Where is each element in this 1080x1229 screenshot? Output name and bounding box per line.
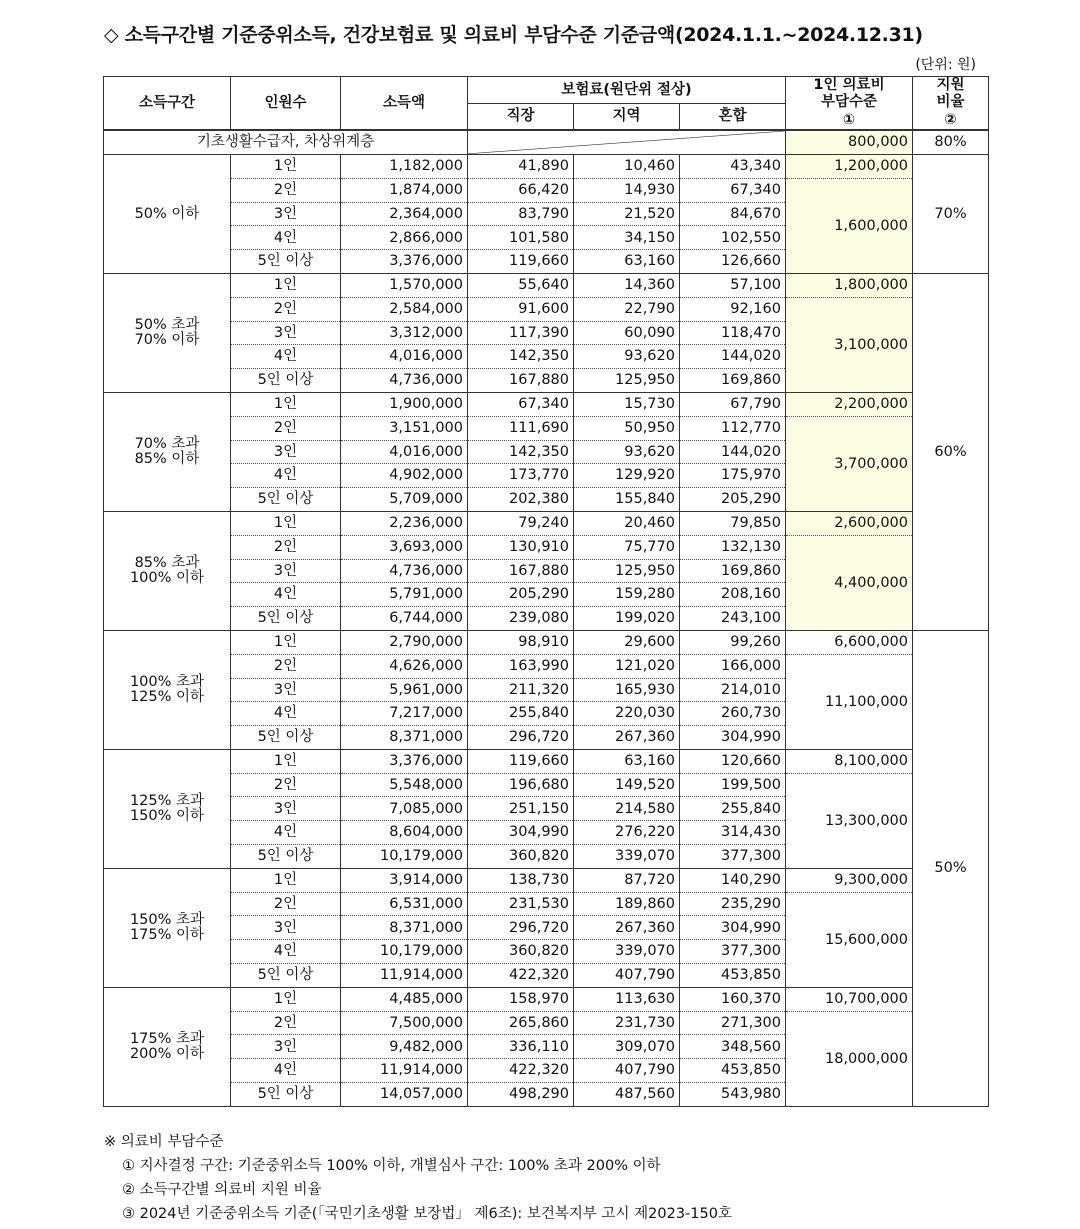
premium-mixed: 304,990	[680, 916, 786, 940]
premium-regional: 93,620	[574, 345, 680, 369]
premium-mixed: 169,860	[680, 369, 786, 393]
premium-workplace: 67,340	[468, 392, 574, 416]
premium-mixed: 199,500	[680, 773, 786, 797]
income-range-line: 70% 초과	[134, 436, 200, 453]
premium-mixed: 208,160	[680, 583, 786, 607]
premium-regional: 487,560	[574, 1083, 680, 1107]
table-row	[104, 297, 989, 321]
premium-regional: 231,730	[574, 1011, 680, 1035]
income-amount: 1,570,000	[341, 273, 468, 297]
premium-workplace: 119,660	[468, 250, 574, 274]
premium-regional: 309,070	[574, 1035, 680, 1059]
income-range-line: 50% 초과	[134, 317, 200, 334]
income-range-line: 125% 이하	[129, 688, 205, 705]
income-amount: 3,376,000	[341, 250, 468, 274]
premium-regional: 60,090	[574, 321, 680, 345]
income-amount: 1,874,000	[341, 178, 468, 202]
premium-workplace: 158,970	[468, 987, 574, 1011]
income-amount: 2,364,000	[341, 202, 468, 226]
basic-livelihood-row	[104, 130, 989, 154]
income-amount: 4,902,000	[341, 464, 468, 488]
household-count: 5인 이상	[231, 369, 341, 393]
income-amount: 6,531,000	[341, 892, 468, 916]
table-row	[104, 1011, 989, 1035]
premium-regional: 14,930	[574, 178, 680, 202]
premium-regional: 21,520	[574, 202, 680, 226]
table-row	[104, 535, 989, 559]
header-burden	[786, 77, 913, 131]
burden-multi: 15,600,000	[786, 892, 913, 987]
burden-single: 1,200,000	[786, 154, 913, 178]
header-mixed: 혼합	[680, 103, 786, 130]
premium-regional: 189,860	[574, 892, 680, 916]
premium-regional: 22,790	[574, 297, 680, 321]
income-amount: 9,482,000	[341, 1035, 468, 1059]
support-rate: 60%	[913, 273, 989, 630]
premium-workplace: 211,320	[468, 678, 574, 702]
household-count: 5인 이상	[231, 726, 341, 750]
household-count: 4인	[231, 226, 341, 250]
income-range-label	[104, 868, 231, 987]
household-count: 2인	[231, 297, 341, 321]
premium-regional: 159,280	[574, 583, 680, 607]
premium-workplace: 360,820	[468, 940, 574, 964]
burden-single: 6,600,000	[786, 630, 913, 654]
income-range-line: 125% 초과	[129, 793, 205, 810]
premium-mixed: 166,000	[680, 654, 786, 678]
table-row	[104, 511, 989, 535]
table-row	[104, 773, 989, 797]
premium-workplace: 205,290	[468, 583, 574, 607]
header-income: 소득액	[341, 77, 468, 131]
premium-mixed: 205,290	[680, 488, 786, 512]
income-amount: 8,371,000	[341, 916, 468, 940]
table-row	[104, 178, 989, 202]
premium-regional: 149,520	[574, 773, 680, 797]
income-range-label	[104, 392, 231, 511]
income-table	[103, 76, 989, 1107]
burden-multi: 18,000,000	[786, 1011, 913, 1106]
income-range-label	[104, 749, 231, 868]
burden-single: 1,800,000	[786, 273, 913, 297]
table-row	[104, 154, 989, 178]
notes	[104, 1130, 732, 1226]
premium-mixed: 102,550	[680, 226, 786, 250]
burden-single: 2,200,000	[786, 392, 913, 416]
note-2: ② 소득구간별 의료비 지원 비율	[122, 1182, 322, 1198]
premium-workplace: 167,880	[468, 559, 574, 583]
premium-regional: 29,600	[574, 630, 680, 654]
header-rate-mark: ②	[944, 111, 957, 128]
premium-workplace: 119,660	[468, 749, 574, 773]
premium-workplace: 296,720	[468, 726, 574, 750]
header-rate	[913, 77, 989, 131]
premium-mixed: 314,430	[680, 821, 786, 845]
premium-workplace: 142,350	[468, 440, 574, 464]
income-range-label	[104, 511, 231, 630]
premium-mixed: 453,850	[680, 964, 786, 988]
premium-mixed: 260,730	[680, 702, 786, 726]
household-count: 4인	[231, 821, 341, 845]
premium-workplace: 255,840	[468, 702, 574, 726]
premium-mixed: 348,560	[680, 1035, 786, 1059]
household-count: 3인	[231, 559, 341, 583]
premium-workplace: 79,240	[468, 511, 574, 535]
header-income-range: 소득구간	[104, 77, 231, 131]
premium-workplace: 117,390	[468, 321, 574, 345]
income-range-label	[104, 987, 231, 1106]
income-amount: 3,151,000	[341, 416, 468, 440]
premium-regional: 407,790	[574, 964, 680, 988]
income-range-line: 150% 초과	[129, 912, 205, 929]
support-rate: 50%	[913, 630, 989, 1106]
premium-mixed: 377,300	[680, 940, 786, 964]
premium-mixed: 235,290	[680, 892, 786, 916]
income-amount: 6,744,000	[341, 607, 468, 631]
basic-rate: 80%	[913, 130, 989, 154]
table-row	[104, 416, 989, 440]
premium-regional: 199,020	[574, 607, 680, 631]
premium-workplace: 66,420	[468, 178, 574, 202]
premium-workplace: 55,640	[468, 273, 574, 297]
premium-workplace: 111,690	[468, 416, 574, 440]
premium-workplace: 239,080	[468, 607, 574, 631]
household-count: 4인	[231, 345, 341, 369]
premium-workplace: 265,860	[468, 1011, 574, 1035]
income-amount: 2,584,000	[341, 297, 468, 321]
burden-single: 8,100,000	[786, 749, 913, 773]
header-rate-line2: 비율	[936, 94, 965, 111]
table-row	[104, 987, 989, 1011]
premium-regional: 93,620	[574, 440, 680, 464]
premium-regional: 267,360	[574, 726, 680, 750]
premium-mixed: 160,370	[680, 987, 786, 1011]
household-count: 4인	[231, 1059, 341, 1083]
premium-workplace: 498,290	[468, 1083, 574, 1107]
empty-diagonal-cell	[468, 130, 786, 154]
premium-mixed: 543,980	[680, 1083, 786, 1107]
household-count: 3인	[231, 440, 341, 464]
header-workplace: 직장	[468, 103, 574, 130]
note-3: ③ 2024년 기준중위소득 기준(「국민기초생활 보장법」 제6조): 보건복지부 고시 제2023-150호	[122, 1206, 732, 1222]
income-amount: 14,057,000	[341, 1083, 468, 1107]
income-range-line: 150% 이하	[129, 807, 205, 824]
premium-mixed: 57,100	[680, 273, 786, 297]
burden-multi: 1,600,000	[786, 178, 913, 273]
income-amount: 2,236,000	[341, 511, 468, 535]
premium-mixed: 255,840	[680, 797, 786, 821]
premium-workplace: 142,350	[468, 345, 574, 369]
income-amount: 11,914,000	[341, 1059, 468, 1083]
premium-workplace: 422,320	[468, 1059, 574, 1083]
premium-workplace: 173,770	[468, 464, 574, 488]
household-count: 3인	[231, 1035, 341, 1059]
premium-regional: 63,160	[574, 250, 680, 274]
header-burden-line2: 부담수준	[820, 94, 878, 111]
premium-regional: 155,840	[574, 488, 680, 512]
premium-regional: 267,360	[574, 916, 680, 940]
premium-workplace: 101,580	[468, 226, 574, 250]
burden-single: 10,700,000	[786, 987, 913, 1011]
household-count: 2인	[231, 654, 341, 678]
premium-mixed: 67,790	[680, 392, 786, 416]
income-amount: 5,791,000	[341, 583, 468, 607]
premium-mixed: 144,020	[680, 440, 786, 464]
income-amount: 4,016,000	[341, 440, 468, 464]
income-range-line: 175% 초과	[129, 1031, 205, 1048]
income-amount: 3,693,000	[341, 535, 468, 559]
basic-burden: 800,000	[786, 130, 913, 154]
premium-regional: 14,360	[574, 273, 680, 297]
premium-regional: 407,790	[574, 1059, 680, 1083]
premium-mixed: 126,660	[680, 250, 786, 274]
premium-mixed: 99,260	[680, 630, 786, 654]
premium-workplace: 231,530	[468, 892, 574, 916]
income-range-line: 175% 이하	[129, 926, 205, 943]
table-row	[104, 392, 989, 416]
income-amount: 7,217,000	[341, 702, 468, 726]
household-count: 1인	[231, 392, 341, 416]
household-count: 5인 이상	[231, 1083, 341, 1107]
household-count: 4인	[231, 702, 341, 726]
income-amount: 8,371,000	[341, 726, 468, 750]
table-row	[104, 273, 989, 297]
household-count: 1인	[231, 749, 341, 773]
table-row	[104, 749, 989, 773]
premium-workplace: 304,990	[468, 821, 574, 845]
diagonal-line	[468, 131, 785, 154]
header-burden-mark: ①	[842, 111, 856, 128]
household-count: 4인	[231, 940, 341, 964]
premium-mixed: 175,970	[680, 464, 786, 488]
income-amount: 7,500,000	[341, 1011, 468, 1035]
header-premium-group: 보험료(원단위 절상)	[468, 77, 786, 104]
premium-workplace: 422,320	[468, 964, 574, 988]
premium-regional: 34,150	[574, 226, 680, 250]
income-amount: 4,736,000	[341, 369, 468, 393]
income-range-line: 85% 초과	[134, 555, 200, 572]
income-range-line: 50% 이하	[134, 205, 200, 222]
support-rate: 70%	[913, 154, 989, 273]
household-count: 1인	[231, 273, 341, 297]
household-count: 2인	[231, 773, 341, 797]
income-amount: 3,914,000	[341, 868, 468, 892]
burden-single: 9,300,000	[786, 868, 913, 892]
income-amount: 2,866,000	[341, 226, 468, 250]
premium-workplace: 163,990	[468, 654, 574, 678]
income-amount: 5,548,000	[341, 773, 468, 797]
premium-regional: 63,160	[574, 749, 680, 773]
premium-regional: 220,030	[574, 702, 680, 726]
burden-single: 2,600,000	[786, 511, 913, 535]
table-row	[104, 892, 989, 916]
household-count: 3인	[231, 321, 341, 345]
premium-mixed: 79,850	[680, 511, 786, 535]
premium-mixed: 271,300	[680, 1011, 786, 1035]
household-count: 4인	[231, 464, 341, 488]
premium-mixed: 120,660	[680, 749, 786, 773]
premium-workplace: 41,890	[468, 154, 574, 178]
premium-mixed: 453,850	[680, 1059, 786, 1083]
premium-workplace: 91,600	[468, 297, 574, 321]
premium-regional: 125,950	[574, 369, 680, 393]
income-amount: 3,376,000	[341, 749, 468, 773]
income-amount: 10,179,000	[341, 940, 468, 964]
premium-regional: 125,950	[574, 559, 680, 583]
premium-regional: 121,020	[574, 654, 680, 678]
income-amount: 4,485,000	[341, 987, 468, 1011]
income-range-label	[104, 630, 231, 749]
household-count: 2인	[231, 535, 341, 559]
basic-livelihood-label: 기초생활수급자, 차상위계층	[104, 130, 468, 154]
household-count: 1인	[231, 154, 341, 178]
premium-workplace: 360,820	[468, 845, 574, 869]
income-amount: 5,961,000	[341, 678, 468, 702]
household-count: 5인 이상	[231, 845, 341, 869]
income-range-line: 100% 이하	[129, 569, 205, 586]
premium-workplace: 167,880	[468, 369, 574, 393]
unit-label: (단위: 원)	[915, 57, 976, 73]
premium-mixed: 214,010	[680, 678, 786, 702]
table-row	[104, 654, 989, 678]
premium-mixed: 140,290	[680, 868, 786, 892]
premium-workplace: 296,720	[468, 916, 574, 940]
household-count: 2인	[231, 416, 341, 440]
income-amount: 11,914,000	[341, 964, 468, 988]
premium-mixed: 304,990	[680, 726, 786, 750]
income-range-line: 100% 초과	[129, 674, 205, 691]
household-count: 5인 이상	[231, 607, 341, 631]
household-count: 2인	[231, 178, 341, 202]
header-household: 인원수	[231, 77, 341, 131]
income-amount: 1,900,000	[341, 392, 468, 416]
header-rate-line1: 지원	[936, 77, 965, 93]
premium-mixed: 377,300	[680, 845, 786, 869]
household-count: 3인	[231, 202, 341, 226]
income-range-line: 200% 이하	[129, 1045, 205, 1062]
premium-regional: 15,730	[574, 392, 680, 416]
premium-mixed: 84,670	[680, 202, 786, 226]
income-amount: 4,736,000	[341, 559, 468, 583]
table-row	[104, 630, 989, 654]
premium-mixed: 92,160	[680, 297, 786, 321]
household-count: 2인	[231, 1011, 341, 1035]
premium-workplace: 336,110	[468, 1035, 574, 1059]
burden-multi: 11,100,000	[786, 654, 913, 749]
income-amount: 4,016,000	[341, 345, 468, 369]
household-count: 1인	[231, 987, 341, 1011]
note-header: ※ 의료비 부담수준	[104, 1134, 224, 1150]
burden-multi: 13,300,000	[786, 773, 913, 868]
premium-regional: 276,220	[574, 821, 680, 845]
income-amount: 3,312,000	[341, 321, 468, 345]
premium-regional: 214,580	[574, 797, 680, 821]
premium-mixed: 144,020	[680, 345, 786, 369]
premium-workplace: 130,910	[468, 535, 574, 559]
household-count: 3인	[231, 797, 341, 821]
income-range-line: 85% 이하	[134, 450, 200, 467]
income-amount: 5,709,000	[341, 488, 468, 512]
household-count: 4인	[231, 583, 341, 607]
premium-regional: 50,950	[574, 416, 680, 440]
income-amount: 4,626,000	[341, 654, 468, 678]
income-amount: 10,179,000	[341, 845, 468, 869]
premium-regional: 87,720	[574, 868, 680, 892]
premium-mixed: 243,100	[680, 607, 786, 631]
household-count: 3인	[231, 678, 341, 702]
table-row	[104, 868, 989, 892]
household-count: 1인	[231, 868, 341, 892]
premium-regional: 20,460	[574, 511, 680, 535]
burden-multi: 3,700,000	[786, 416, 913, 511]
premium-workplace: 202,380	[468, 488, 574, 512]
premium-workplace: 83,790	[468, 202, 574, 226]
premium-mixed: 43,340	[680, 154, 786, 178]
premium-workplace: 98,910	[468, 630, 574, 654]
premium-workplace: 138,730	[468, 868, 574, 892]
premium-workplace: 251,150	[468, 797, 574, 821]
household-count: 2인	[231, 892, 341, 916]
header-regional: 지역	[574, 103, 680, 130]
premium-regional: 10,460	[574, 154, 680, 178]
income-amount: 7,085,000	[341, 797, 468, 821]
household-count: 3인	[231, 916, 341, 940]
page-title: ◇ 소득구간별 기준중위소득, 건강보험료 및 의료비 부담수준 기준금액(2024.1.1.~2024.12.31)	[104, 24, 923, 46]
premium-regional: 129,920	[574, 464, 680, 488]
premium-regional: 339,070	[574, 845, 680, 869]
income-amount: 8,604,000	[341, 821, 468, 845]
premium-regional: 113,630	[574, 987, 680, 1011]
burden-multi: 4,400,000	[786, 535, 913, 630]
premium-regional: 165,930	[574, 678, 680, 702]
household-count: 5인 이상	[231, 250, 341, 274]
premium-regional: 75,770	[574, 535, 680, 559]
premium-mixed: 132,130	[680, 535, 786, 559]
premium-workplace: 196,680	[468, 773, 574, 797]
header-burden-line1: 1인 의료비	[813, 77, 885, 93]
income-amount: 1,182,000	[341, 154, 468, 178]
premium-mixed: 112,770	[680, 416, 786, 440]
household-count: 5인 이상	[231, 488, 341, 512]
household-count: 1인	[231, 630, 341, 654]
household-count: 1인	[231, 511, 341, 535]
note-1: ① 지사결정 구간: 기준중위소득 100% 이하, 개별심사 구간: 100% 초과 200% 이하	[122, 1158, 661, 1174]
income-range-label	[104, 273, 231, 392]
income-range-label	[104, 154, 231, 273]
income-range-line: 70% 이하	[134, 331, 200, 348]
income-amount: 2,790,000	[341, 630, 468, 654]
premium-mixed: 118,470	[680, 321, 786, 345]
premium-mixed: 67,340	[680, 178, 786, 202]
premium-mixed: 169,860	[680, 559, 786, 583]
burden-multi: 3,100,000	[786, 297, 913, 392]
premium-regional: 339,070	[574, 940, 680, 964]
household-count: 5인 이상	[231, 964, 341, 988]
